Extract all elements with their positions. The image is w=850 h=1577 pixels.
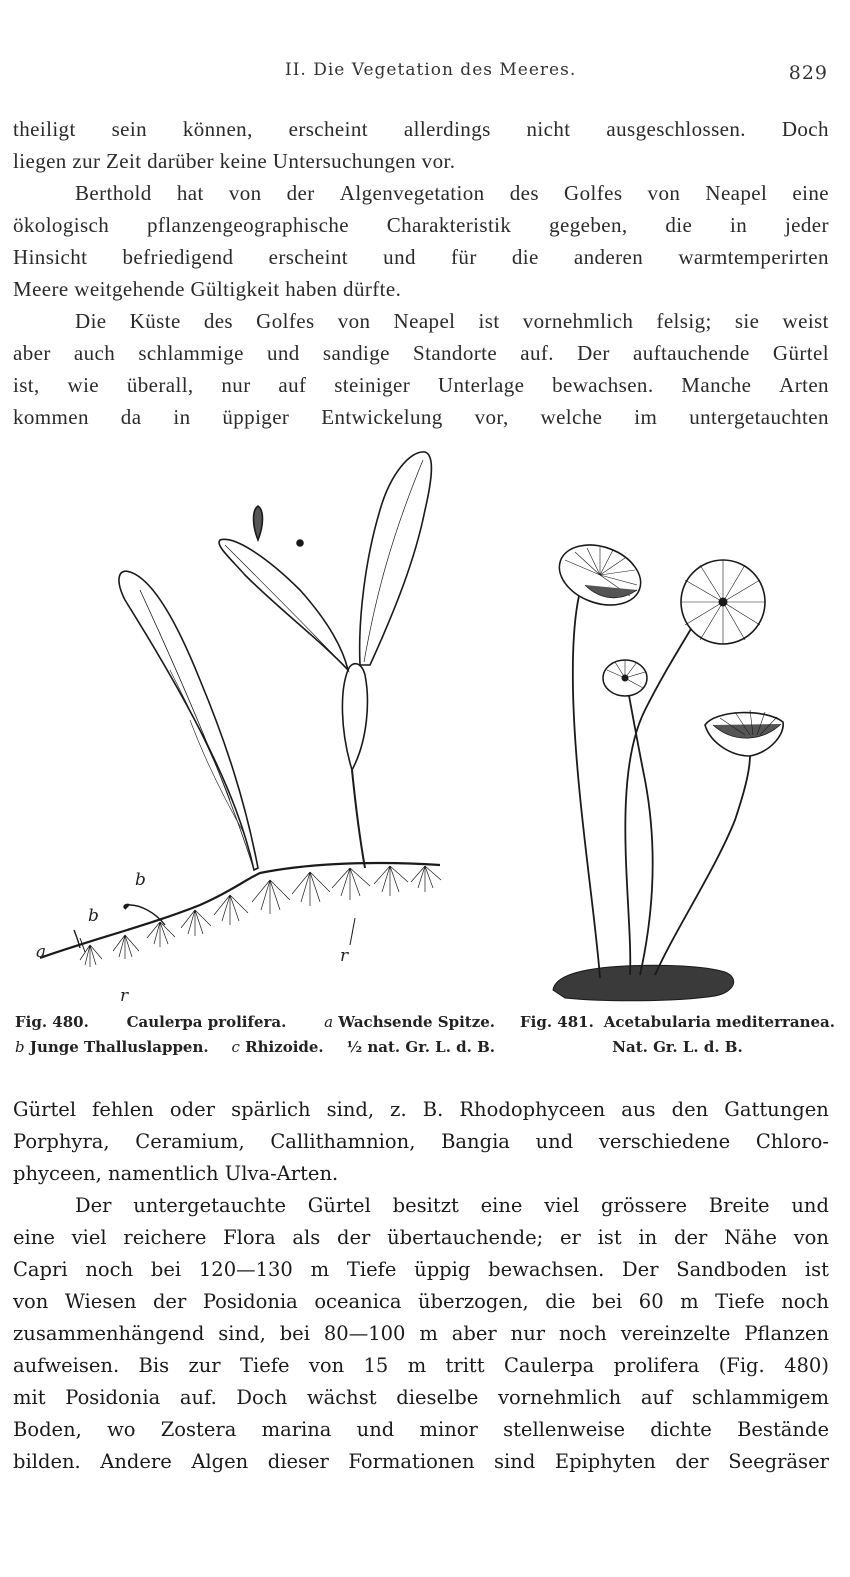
text-line: Capri noch bei 120—130 m Tiefe üppig bewachsen. Der Sandboden ist [13, 1258, 829, 1281]
text-line: Boden, wo Zostera marina und minor stellenweise dichte Bestände [13, 1418, 829, 1441]
scale-note: ½ nat. Gr. L. d. B. [346, 1038, 495, 1056]
species-name: Acetabularia mediterranea. [603, 1013, 835, 1031]
bud [254, 506, 263, 540]
fig-number: Fig. 480. [15, 1013, 89, 1031]
text-line: zusammenhängend sind, bei 80—100 m aber nur noch vereinzelte Pflanzen [13, 1322, 829, 1345]
text-line: aber auch schlammige und sandige Standorte auf. Der auftauchende Gürtel [13, 341, 829, 365]
label-b: b [135, 870, 146, 890]
label-b: b [88, 906, 99, 926]
text-block-top [13, 113, 829, 433]
text-line: Gürtel fehlen oder spärlich sind, z. B. Rhodophyceen aus den Gattungen [13, 1098, 829, 1121]
cap-top-right [681, 560, 765, 644]
figure-481-caption [520, 1010, 835, 1060]
text-line: Der untergetauchte Gürtel besitzt eine viel grössere Breite und [75, 1194, 829, 1217]
text-line: Die Küste des Golfes von Neapel ist vornehmlich felsig; sie weist [75, 309, 829, 333]
text-line: Meere weitgehende Gültigkeit haben dürfte. [13, 277, 402, 301]
key-a-text: Wachsende Spitze. [338, 1013, 495, 1031]
text-line: ökologisch pflanzengeographische Charakteristik gegeben, die in jeder [13, 213, 829, 237]
key-b: b [15, 1038, 25, 1056]
text-line: theiligt sein können, erscheint allerdings nicht ausgeschlossen. Doch [13, 117, 829, 141]
key-c-text: Rhizoide. [245, 1038, 324, 1056]
key-a: a [324, 1013, 334, 1031]
fig-number: Fig. 481. [520, 1013, 594, 1031]
text-line: phyceen, namentlich Ulva-Arten. [13, 1162, 339, 1185]
running-title: II. Die Vegetation des Meeres. [285, 60, 577, 80]
scale-note: Nat. Gr. L. d. B. [612, 1038, 743, 1056]
running-head [0, 60, 850, 90]
cap-lower-right [705, 710, 783, 756]
tall-right-blade [360, 452, 432, 665]
figure-480-caption [15, 1010, 495, 1060]
label-r: r [340, 946, 349, 966]
text-block-bottom [13, 1094, 829, 1478]
text-line: aufweisen. Bis zur Tiefe von 15 m tritt Caulerpa prolifera (Fig. 480) [13, 1354, 829, 1377]
text-line: Porphyra, Ceramium, Callithamnion, Bangia und verschiedene Chloro- [13, 1130, 829, 1153]
key-b-text: Junge Thalluslappen. [29, 1038, 209, 1056]
middle-stalk [352, 770, 365, 868]
text-line: liegen zur Zeit darüber keine Untersuchungen vor. [13, 149, 456, 173]
text-line: ist, wie überall, nur auf steiniger Unterlage bewachsen. Manche Arten [13, 373, 829, 397]
species-name: Caulerpa prolifera. [126, 1013, 287, 1031]
text-line: Berthold hat von der Algenvegetation des Golfes von Neapel eine [75, 181, 829, 205]
substrate-rock [553, 965, 734, 1001]
text-line: mit Posidonia auf. Doch wächst dieselbe vornehmlich auf schlammigem [13, 1386, 829, 1409]
cap-small [603, 660, 647, 696]
page-number: 829 [788, 62, 828, 84]
text-line: kommen da in üppiger Entwickelung vor, welche im untergetauchten [13, 405, 829, 429]
middle-blade [342, 664, 367, 770]
left-blade [119, 571, 258, 870]
key-c: c [231, 1038, 240, 1056]
lower-left-lobe [219, 539, 348, 670]
text-line: Hinsicht befriedigend erscheint und für die anderen warmtemperirten [13, 245, 829, 269]
cap-top-left [551, 534, 649, 615]
text-line: bilden. Andere Algen dieser Formationen sind Epiphyten der Seegräser [13, 1450, 829, 1473]
acetabularia-illustration [545, 530, 795, 1005]
text-line: von Wiesen der Posidonia oceanica überzogen, die bei 60 m Tiefe noch [13, 1290, 829, 1313]
text-line: eine viel reichere Flora als der übertauchende; er ist in der Nähe von [13, 1226, 829, 1249]
label-r: r [120, 986, 129, 1006]
label-a: a [36, 942, 47, 962]
